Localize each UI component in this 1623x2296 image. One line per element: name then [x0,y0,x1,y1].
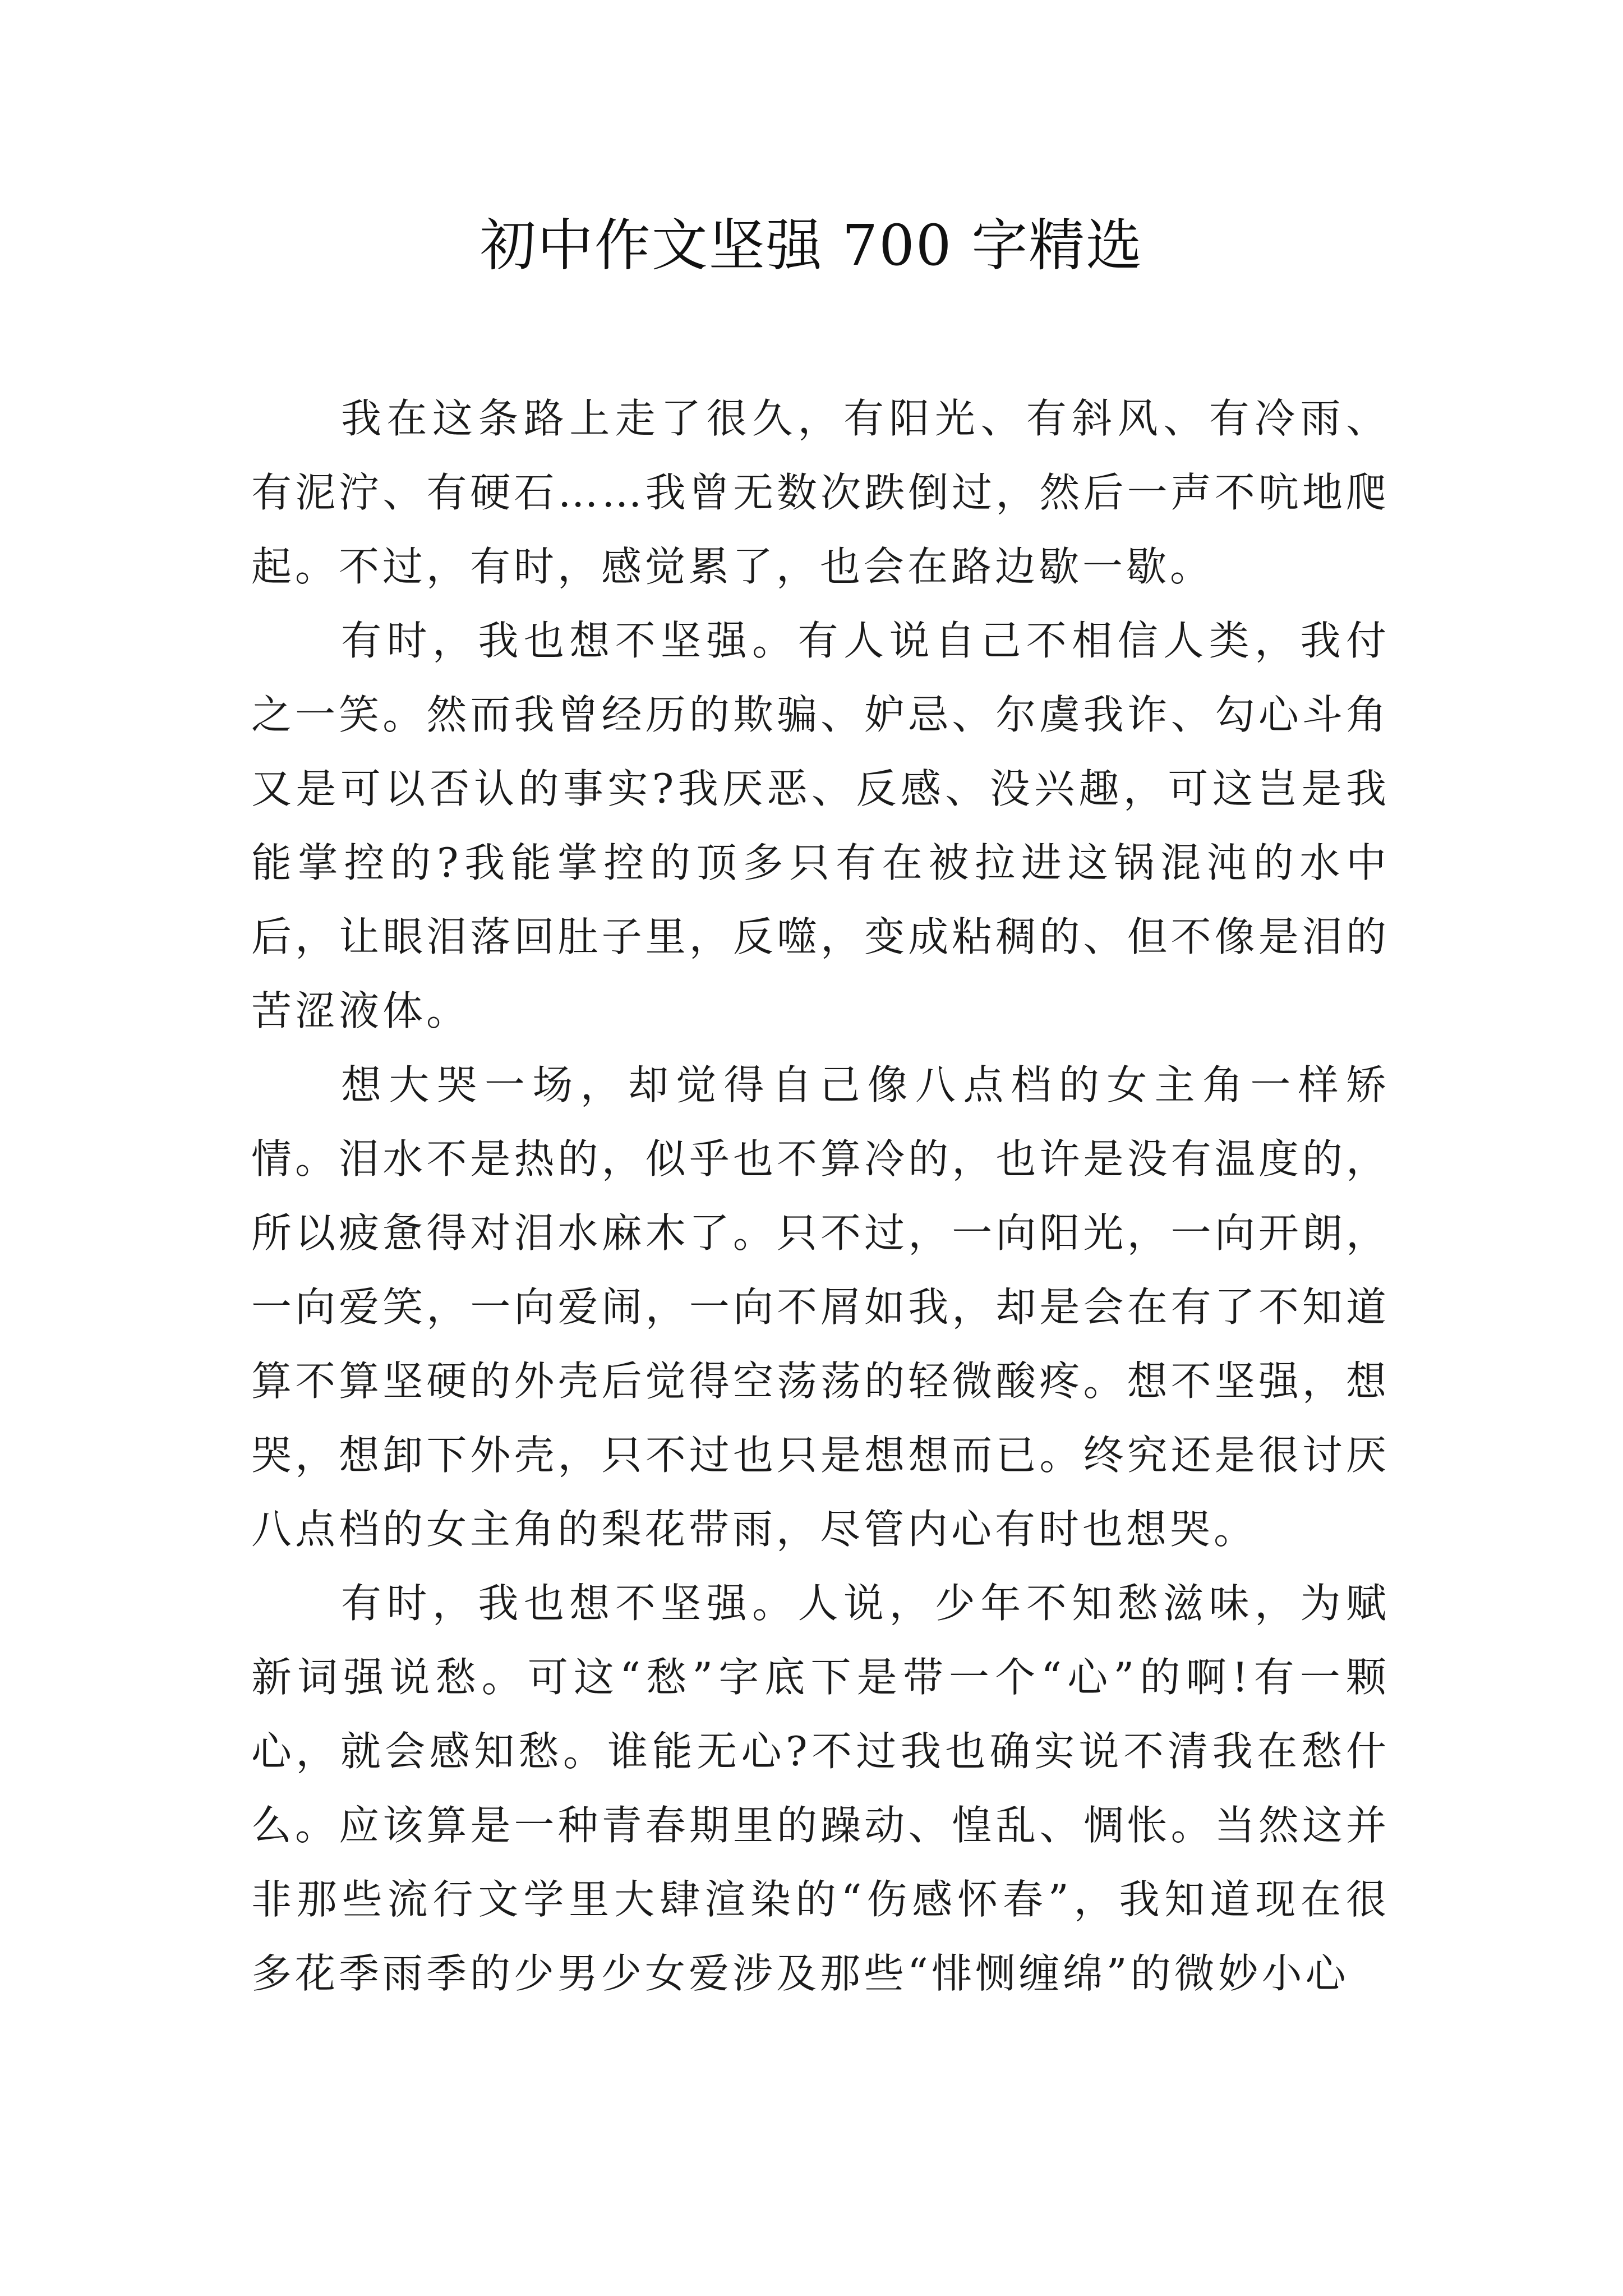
page-title: 初中作文坚强 700 字精选 [479,213,1144,278]
paragraph: 有时，我也想不坚强。有人说自己不相信人类，我付之一笑。然而我曾经历的欺骗、妒忌、尔虞我诈、勾心斗角又是可以否认的事实?我厌恶、反感、没兴趣，可这岂是我能掌控的?我能掌控的顶多只有在被拉进这锅混沌的水中后，让眼泪落回肚子里，反噬，变成粘稠的、但不像是泪的苦涩液体。 [251,617,1390,1034]
paragraph: 想大哭一场，却觉得自己像八点档的女主角一样矫情。泪水不是热的，似乎也不算冷的，也许是没有温度的，所以疲惫得对泪水麻木了。只不过，一向阳光，一向开朗，一向爱笑，一向爱闹，一向不屑如我，却是会在有了不知道算不算坚硬的外壳后觉得空荡荡的轻微酸疼。想不坚强，想哭，想卸下外壳，只不过也只是想想而已。终究还是很讨厌八点档的女主角的梨花带雨，尽管内心有时也想哭。 [251,1061,1390,1553]
paragraph: 有时，我也想不坚强。人说，少年不知愁滋味，为赋新词强说愁。可这“愁”字底下是带一个“心”的啊!有一颗心，就会感知愁。谁能无心?不过我也确实说不清我在愁什么。应该算是一种青春期里的躁动、惶乱、惆怅。当然这并非那些流行文学里大肆渲染的“伤感怀春”，我知道现在很多花季雨季的少男少女爱涉及那些“悱恻缠绵”的微妙小心 [251,1580,1390,1997]
essay-body [251,381,1390,2010]
paragraph: 我在这条路上走了很久，有阳光、有斜风、有冷雨、有泥泞、有硬石……我曾无数次跌倒过，然后一声不吭地爬起。不过，有时，感觉累了，也会在路边歇一歇。 [251,395,1390,590]
